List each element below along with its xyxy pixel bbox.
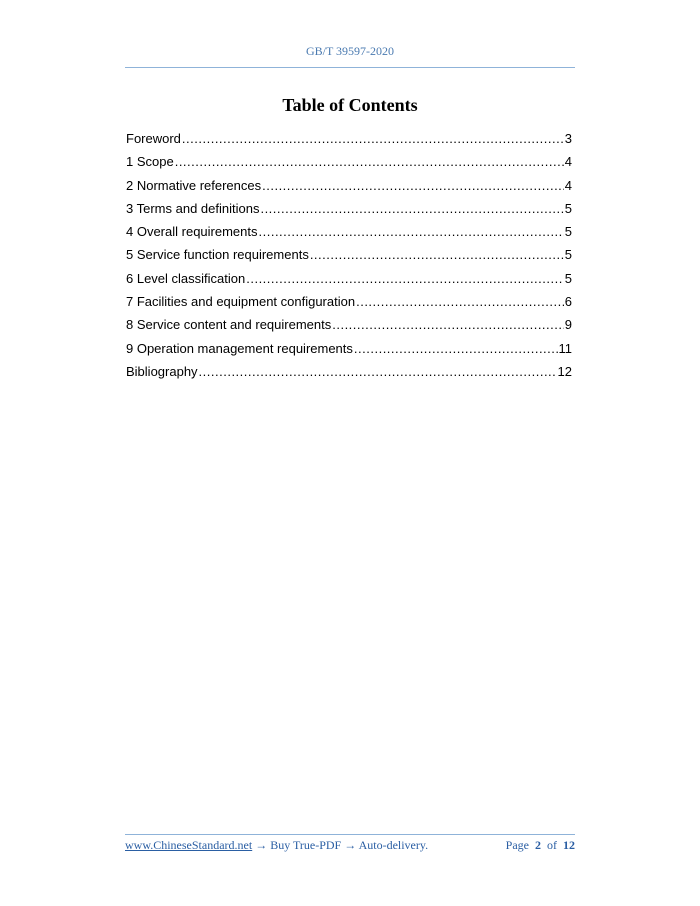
toc-entry-page: 3 xyxy=(564,131,572,146)
toc-entry-service-function-requirements[interactable] xyxy=(126,246,572,269)
running-footer xyxy=(125,838,575,853)
toc-entry-page: 5 xyxy=(564,270,572,286)
toc-entry-operation-management[interactable] xyxy=(126,340,572,363)
footer-tagline: → Buy True-PDF → Auto-delivery. xyxy=(252,838,429,852)
toc-entry-overall-requirements[interactable] xyxy=(126,223,572,246)
toc-entry-page: 11 xyxy=(558,340,572,356)
toc-entry-label: 8 Service content and requirements xyxy=(126,317,332,333)
toc-entry-page: 4 xyxy=(564,177,572,193)
page-counter xyxy=(506,838,575,853)
toc-entry-label: 9 Operation management requirements xyxy=(126,340,353,356)
toc-dot-leader xyxy=(356,293,564,310)
toc-list xyxy=(126,130,572,386)
toc-dot-leader xyxy=(246,270,564,287)
toc-entry-label: 7 Facilities and equipment configuration xyxy=(126,294,356,310)
toc-entry-page: 6 xyxy=(564,294,572,310)
total-pages: 12 xyxy=(563,838,575,852)
toc-entry-facilities-and-equipment[interactable] xyxy=(126,293,572,316)
toc-entry-page: 4 xyxy=(564,154,572,170)
toc-entry-label: 2 Normative references xyxy=(126,177,262,193)
toc-dot-leader xyxy=(262,177,564,194)
toc-entry-page: 5 xyxy=(564,247,572,263)
toc-entry-label: 6 Level classification xyxy=(126,270,246,286)
toc-dot-leader xyxy=(260,200,563,217)
toc-entry-page: 5 xyxy=(564,224,572,240)
toc-entry-label: 5 Service function requirements xyxy=(126,247,309,263)
toc-entry-terms-and-definitions[interactable] xyxy=(126,200,572,223)
toc-dot-leader xyxy=(182,130,564,147)
website-link[interactable]: www.ChineseStandard.net xyxy=(125,838,253,852)
toc-entry-scope[interactable] xyxy=(126,153,572,176)
toc-dot-leader xyxy=(332,316,564,333)
footer-promo xyxy=(125,838,428,853)
toc-entry-page: 5 xyxy=(564,200,572,216)
toc-dot-leader xyxy=(175,153,564,170)
standard-code: GB/T 39597-2020 xyxy=(305,44,395,58)
toc-dot-leader xyxy=(199,363,557,380)
page-prefix: Page xyxy=(505,838,529,852)
toc-entry-page: 12 xyxy=(557,363,572,379)
running-header xyxy=(125,44,575,59)
toc-entry-bibliography[interactable] xyxy=(126,363,572,386)
toc-entry-label: 4 Overall requirements xyxy=(126,224,258,240)
toc-entry-foreword[interactable] xyxy=(126,130,572,153)
header-divider xyxy=(125,67,575,68)
toc-title: Table of Contents xyxy=(282,95,418,115)
toc-entry-label: Foreword xyxy=(126,131,181,146)
toc-entry-service-content[interactable] xyxy=(126,316,572,339)
toc-dot-leader xyxy=(310,246,564,263)
footer-divider xyxy=(125,834,575,835)
toc-entry-label: 3 Terms and definitions xyxy=(126,200,260,216)
toc-entry-label: Bibliography xyxy=(126,363,198,379)
toc-entry-normative-references[interactable] xyxy=(126,177,572,200)
toc-dot-leader xyxy=(354,340,558,357)
toc-entry-label: 1 Scope xyxy=(126,154,174,170)
toc-dot-leader xyxy=(259,223,564,240)
page-of: of xyxy=(547,838,557,852)
toc-entry-level-classification[interactable] xyxy=(126,270,572,293)
current-page: 2 xyxy=(535,838,541,852)
toc-entry-page: 9 xyxy=(564,317,572,333)
